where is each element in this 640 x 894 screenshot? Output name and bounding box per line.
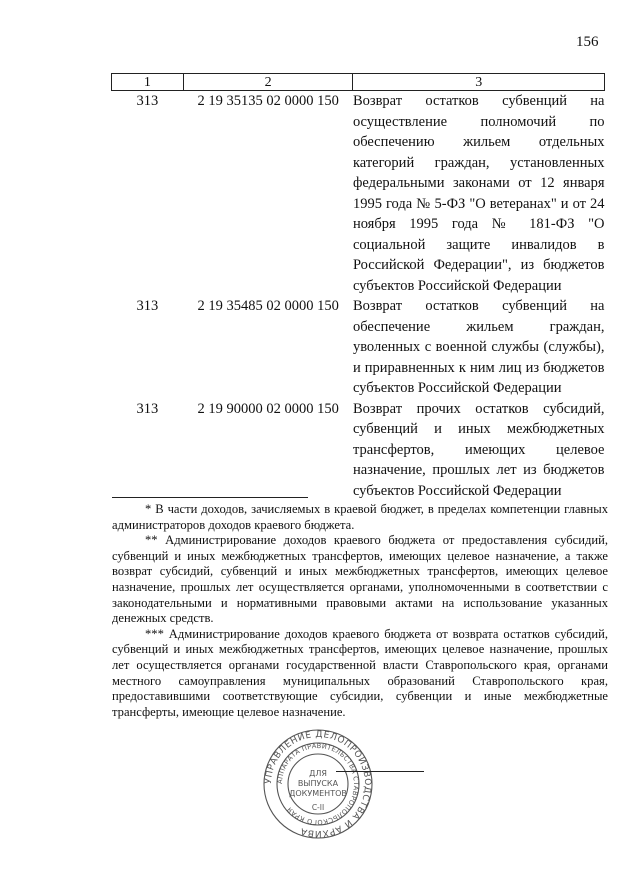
official-stamp <box>262 728 374 840</box>
stamp-code: С-II <box>311 803 325 812</box>
revenue-table <box>111 73 605 501</box>
column-header-2: 2 <box>183 74 353 91</box>
footnote: *** Администрирование доходов краевого бюджета от возврата остатков субсидий, субвенций и иных межбюджетных трансфертов, имеющих целевое назначение, прошлых лет осуществляется органами государственной власти Ставропольского края, органами местного самоуправления муниципальных образований Ставропольского края, предоставившими соответствующие субсидии, субвенции и иные межбюджетные трансферты, имеющие целевое назначение. <box>112 626 608 719</box>
table-header-row <box>112 74 605 91</box>
admin-code-cell: 313 <box>136 298 159 314</box>
admin-code-cell: 313 <box>136 93 159 109</box>
footnote: * В части доходов, зачисляемых в краевой бюджет, в пределах компетенции главных администраторов доходов краевого бюджета. <box>112 502 608 532</box>
table-row <box>112 91 605 297</box>
page-number: 156 <box>576 34 599 50</box>
kbk-code-cell: 2 19 35485 02 0000 150 <box>197 298 339 314</box>
signature-line <box>336 771 424 772</box>
footnotes <box>112 502 608 720</box>
description-cell: Возврат остатков субвенций на осуществление полномочий по обеспечению жильем отдельных категорий граждан, установленных федеральными законами от 12 января 1995 года № 5-ФЗ "О ветеранах" и от 24 ноября 1995 года № 181-ФЗ "О социальной защите инвалидов в Российской Федерации", из бюджетов субъектов Российской Федерации <box>352 93 605 294</box>
kbk-code-cell: 2 19 35135 02 0000 150 <box>197 93 339 109</box>
stamp-center-line: ВЫПУСКА <box>297 779 339 788</box>
table-row <box>112 296 605 399</box>
kbk-code-cell: 2 19 90000 02 0000 150 <box>197 400 339 417</box>
stamp-center-line: ДЛЯ <box>309 769 327 778</box>
description-cell: Возврат остатков субвенций на обеспечение жильем граждан, уволенных с военной службы (службы), и приравненных к ним лиц из бюджетов субъектов Российской Федерации <box>352 298 605 396</box>
admin-code-cell: 313 <box>136 400 159 417</box>
stamp-outer-text: УПРАВЛЕНИЕ ДЕЛОПРОИЗВОДСТВА И АРХИВА <box>263 729 373 839</box>
description-cell: Возврат прочих остатков субсидий, субвенций и иных межбюджетных трансфертов, имеющих целевое назначение, прошлых лет из бюджетов субъектов Российской Федерации <box>352 400 605 499</box>
stamp-inner-text: АППАРАТА ПРАВИТЕЛЬСТВА СТАВРОПОЛЬСКОГО КРАЯ <box>275 741 361 827</box>
footnote-divider <box>112 497 308 498</box>
footnote: ** Администрирование доходов краевого бюджета от предоставления субсидий, субвенций и иных межбюджетных трансфертов, имеющих целевое назначение, а также возврат субсидий, субвенций и иных межбюджетных трансфертов, имеющих целевое назначение, прошлых лет осуществляется органами, уполномоченными в соответствии с законодательными и нормативными правовыми актами на использование указанных денежных средств. <box>112 533 608 626</box>
column-header-1: 1 <box>112 74 184 91</box>
stamp-center-line: ДОКУМЕНТОВ <box>289 789 347 798</box>
column-header-3: 3 <box>353 74 605 91</box>
table-row <box>112 399 605 502</box>
